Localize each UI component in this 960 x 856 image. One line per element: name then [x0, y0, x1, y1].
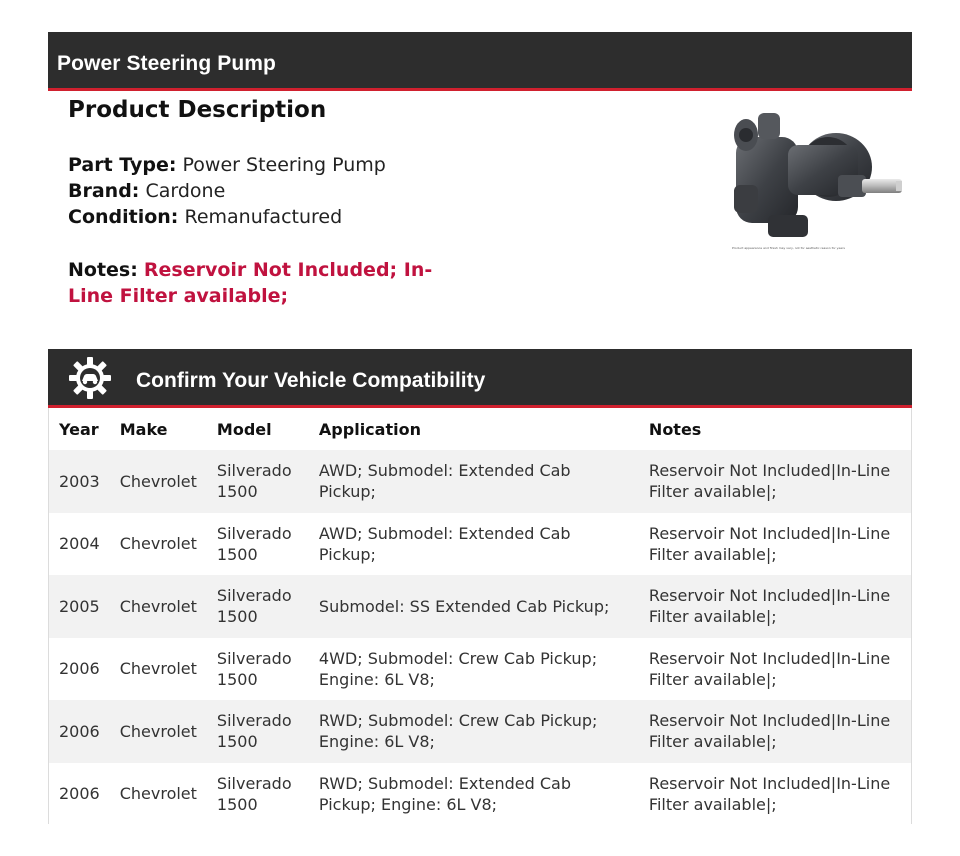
- cell-model: Silverado 1500: [207, 575, 309, 638]
- brand-value: Cardone: [145, 180, 226, 202]
- cell-make: Chevrolet: [110, 450, 207, 513]
- compatibility-table-wrapper: [48, 408, 912, 824]
- cell-year: 2006: [49, 700, 110, 763]
- brand-row: [68, 178, 386, 204]
- brand-label: Brand:: [68, 180, 140, 202]
- cell-year: 2004: [49, 513, 110, 576]
- column-header-make: Make: [119, 419, 168, 439]
- cell-application: AWD; Submodel: Extended Cab Pickup;: [309, 450, 639, 513]
- cell-application: Submodel: SS Extended Cab Pickup;: [309, 575, 639, 638]
- description-heading: Product Description: [68, 97, 327, 123]
- condition-label: Condition:: [68, 206, 179, 228]
- cell-notes: Reservoir Not Included|In-Line Filter available|;: [639, 763, 911, 826]
- column-header-application: Application: [318, 419, 421, 439]
- gear-car-icon: [68, 356, 112, 400]
- product-title: Power Steering Pump: [57, 52, 276, 75]
- cell-notes: Reservoir Not Included|In-Line Filter available|;: [639, 450, 911, 513]
- image-caption: Product appearance and finish may vary, not for aesthetic reason for years: [732, 246, 845, 250]
- cell-notes: Reservoir Not Included|In-Line Filter available|;: [639, 700, 911, 763]
- cell-make: Chevrolet: [110, 513, 207, 576]
- cell-year: 2003: [49, 450, 110, 513]
- cell-make: Chevrolet: [110, 638, 207, 701]
- cell-make: Chevrolet: [110, 763, 207, 826]
- product-specs: [68, 152, 386, 230]
- cell-year: 2005: [49, 575, 110, 638]
- product-image: [728, 105, 908, 255]
- notes-value: Reservoir Not Included; In-Line Filter available;: [68, 259, 433, 307]
- product-description-section: [68, 97, 468, 123]
- cell-make: Chevrolet: [110, 575, 207, 638]
- notes-row: [68, 257, 448, 309]
- part-type-label: Part Type:: [68, 154, 177, 176]
- condition-value: Remanufactured: [184, 206, 343, 228]
- compatibility-banner: [48, 349, 912, 408]
- notes-label: Notes:: [68, 259, 138, 281]
- table-header-row: [49, 408, 911, 450]
- condition-row: [68, 204, 386, 230]
- cell-model: Silverado 1500: [207, 513, 309, 576]
- column-header-notes: Notes: [648, 419, 702, 439]
- product-title-banner: [48, 32, 912, 91]
- table-row: [49, 763, 911, 826]
- cell-model: Silverado 1500: [207, 450, 309, 513]
- table-row: [49, 575, 911, 638]
- column-header-year: Year: [59, 419, 99, 439]
- cell-application: RWD; Submodel: Extended Cab Pickup; Engine: 6L V8;: [309, 763, 639, 826]
- cell-model: Silverado 1500: [207, 763, 309, 826]
- part-type-value: Power Steering Pump: [182, 154, 386, 176]
- table-row: [49, 700, 911, 763]
- cell-year: 2006: [49, 638, 110, 701]
- column-header-model: Model: [216, 419, 272, 439]
- table-row: [49, 450, 911, 513]
- cell-notes: Reservoir Not Included|In-Line Filter available|;: [639, 638, 911, 701]
- cell-model: Silverado 1500: [207, 638, 309, 701]
- cell-application: 4WD; Submodel: Crew Cab Pickup; Engine: 6L V8;: [309, 638, 639, 701]
- cell-make: Chevrolet: [110, 700, 207, 763]
- cell-notes: Reservoir Not Included|In-Line Filter available|;: [639, 513, 911, 576]
- part-type-row: [68, 152, 386, 178]
- cell-year: 2006: [49, 763, 110, 826]
- compatibility-title: Confirm Your Vehicle Compatibility: [136, 369, 486, 392]
- table-row: [49, 638, 911, 701]
- compatibility-table: [49, 408, 911, 825]
- cell-model: Silverado 1500: [207, 700, 309, 763]
- table-row: [49, 513, 911, 576]
- cell-notes: Reservoir Not Included|In-Line Filter available|;: [639, 575, 911, 638]
- cell-application: AWD; Submodel: Extended Cab Pickup;: [309, 513, 639, 576]
- cell-application: RWD; Submodel: Crew Cab Pickup; Engine: 6L V8;: [309, 700, 639, 763]
